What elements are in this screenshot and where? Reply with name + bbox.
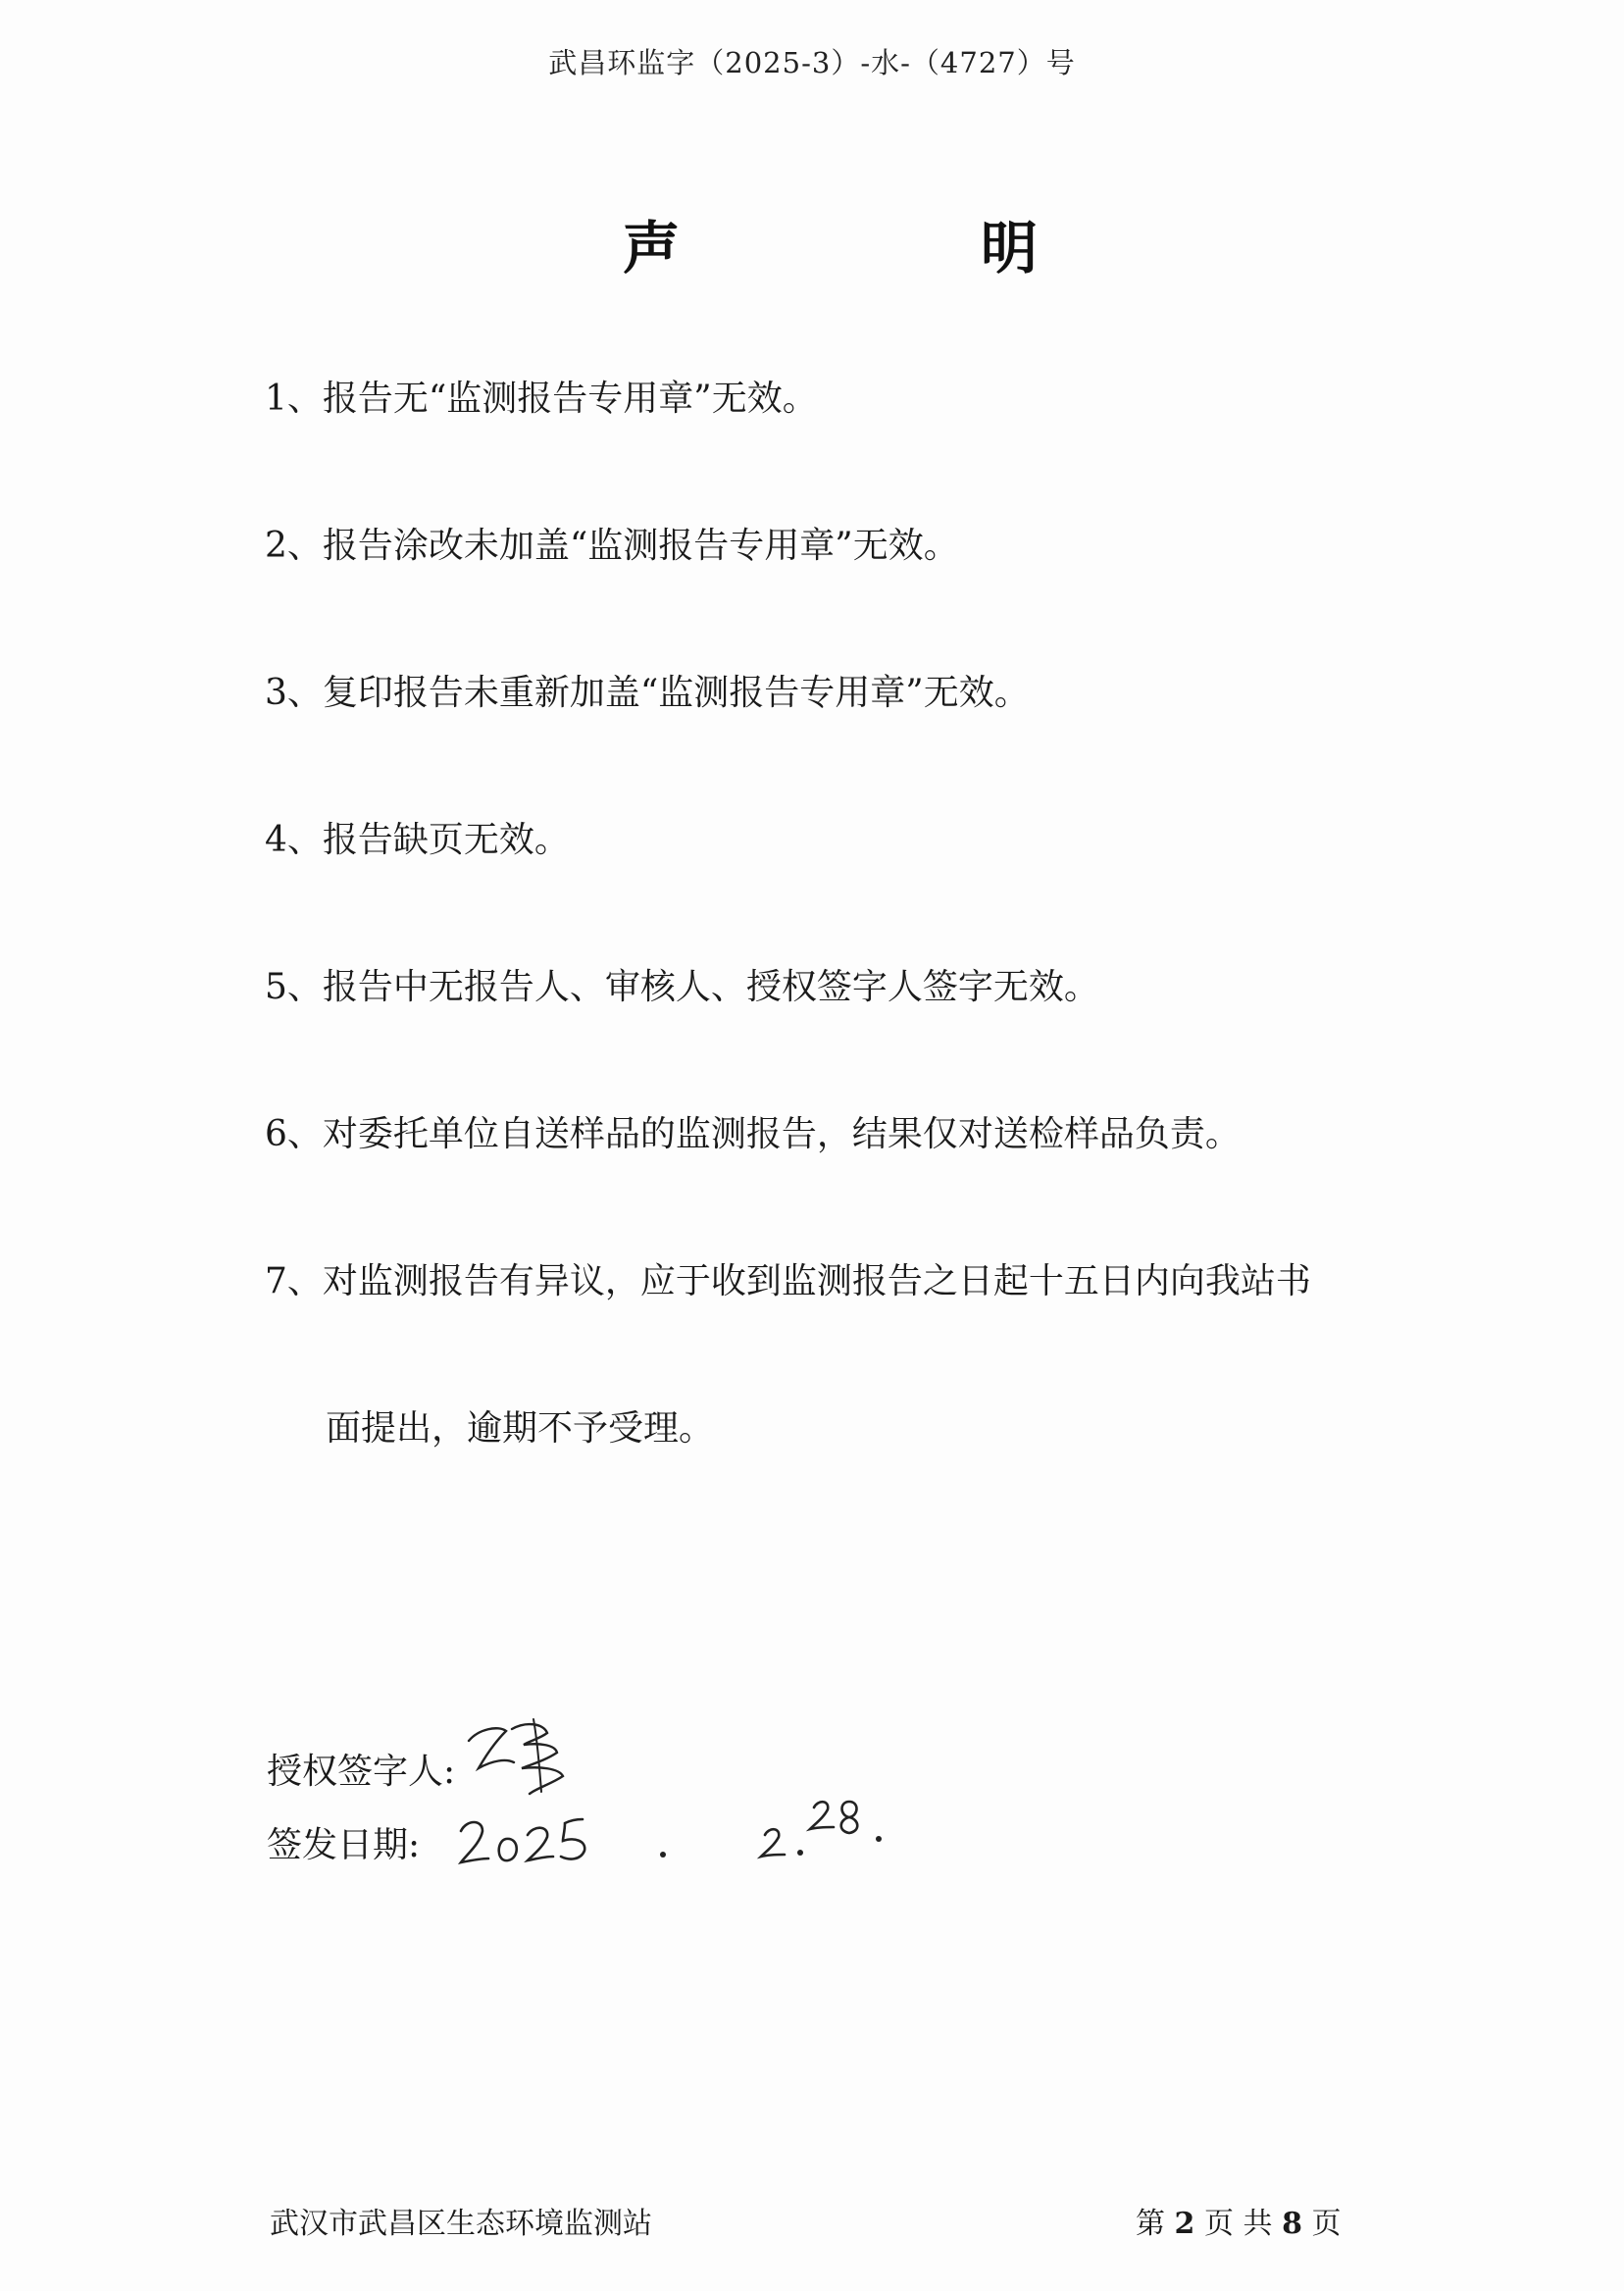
page-mid: 页 共 bbox=[1203, 2207, 1273, 2241]
clause-5: 5、报告中无报告人、审核人、授权签字人签字无效。 bbox=[265, 967, 1099, 1007]
signature-block bbox=[267, 1741, 953, 1898]
title-char-1: 声 bbox=[623, 215, 681, 281]
footer-organization: 武汉市武昌区生态环境监测站 bbox=[270, 2207, 652, 2241]
clause-6: 6、对委托单位自送样品的监测报告，结果仅对送检样品负责。 bbox=[265, 1114, 1241, 1154]
handwritten-date bbox=[453, 1780, 1002, 1878]
page-title bbox=[0, 202, 1624, 280]
page-footer bbox=[0, 2199, 1624, 2242]
clause-4: 4、报告缺页无效。 bbox=[265, 820, 570, 860]
title-char-2: 明 bbox=[981, 215, 1039, 281]
clause-7-continuation: 面提出，逾期不予受理。 bbox=[326, 1408, 715, 1449]
page-current: 2 bbox=[1174, 2207, 1195, 2241]
clause-3: 3、复印报告未重新加盖“监测报告专用章”无效。 bbox=[265, 673, 1030, 713]
clause-7: 7、对监测报告有异议，应于收到监测报告之日起十五日内向我站书 bbox=[265, 1261, 1311, 1301]
page-prefix: 第 bbox=[1136, 2207, 1165, 2241]
clause-1: 1、报告无“监测报告专用章”无效。 bbox=[265, 379, 818, 419]
page-total: 8 bbox=[1282, 2207, 1302, 2241]
issue-date-label: 签发日期: bbox=[267, 1825, 421, 1865]
clause-2: 2、报告涂改未加盖“监测报告专用章”无效。 bbox=[265, 526, 959, 566]
page-suffix: 页 bbox=[1311, 2207, 1342, 2241]
report-number: 武昌环监字（2025-3）-水-（4727）号 bbox=[548, 46, 1076, 79]
footer-page-indicator bbox=[1136, 2199, 1341, 2242]
signer-label: 授权签字人: bbox=[267, 1752, 456, 1792]
